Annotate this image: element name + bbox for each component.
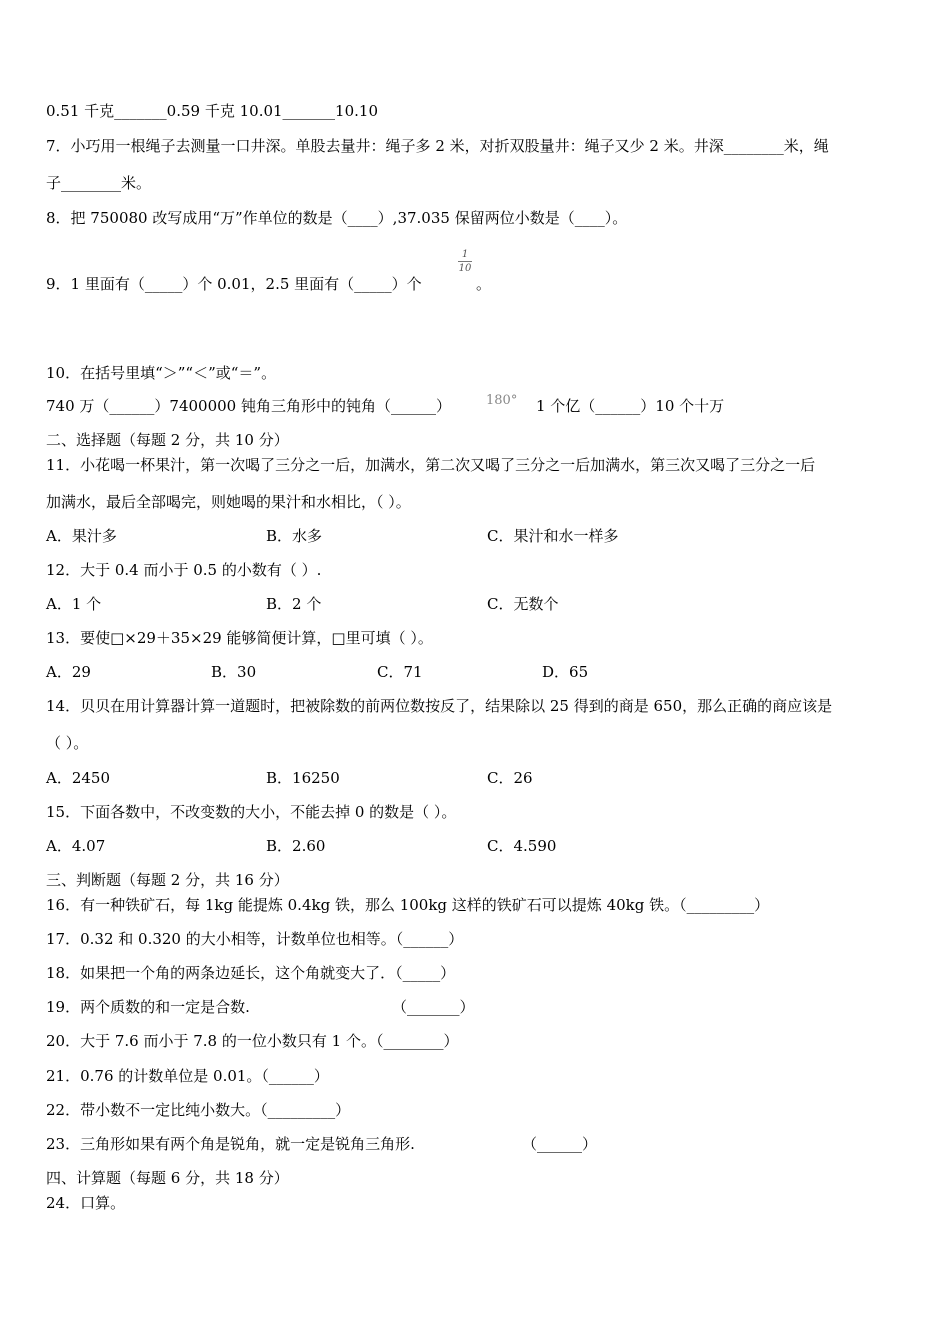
question-17: 17．0.32 和 0.320 的大小相等，计数单位也相等。（______） [46,930,464,948]
option-b[interactable]: B．2.60 [266,837,326,855]
question-11-line-2: 加满水，最后全部喝完，则她喝的果汁和水相比，（ ）。 [46,493,411,511]
question-10-item-3: 1 个亿（______）10 个十万 [536,397,725,415]
question-7-line-1: 7．小巧用一根绳子去测量一口井深。单股去量井：绳子多 2 米，对折双股量井：绳子又少 2 米。井深________米，绳 [46,137,829,155]
question-22: 22．带小数不一定比纯小数大。（_________） [46,1101,351,1119]
option-c[interactable]: C．4.590 [487,837,557,855]
compare-line-weights: 0.51 千克_______0.59 千克 10.01_______10.10 [46,102,378,120]
question-7-line-2: 子________米。 [46,174,152,192]
option-a[interactable]: A．2450 [46,769,111,787]
option-a[interactable]: A．4.07 [46,837,106,855]
fraction-denominator: 10 [458,263,472,274]
question-15: 15．下面各数中，不改变数的大小，不能去掉 0 的数是（ ）。 [46,803,457,821]
section-2-heading: 二、选择题（每题 2 分，共 10 分） [46,431,289,449]
option-b[interactable]: B．2 个 [266,595,322,613]
fraction-one-tenth [458,249,472,274]
question-23-blank[interactable]: （______） [522,1135,598,1153]
question-14-line-2: （ ）。 [46,734,89,752]
section-3-heading: 三、判断题（每题 2 分，共 16 分） [46,871,289,889]
option-b[interactable]: B．水多 [266,527,323,545]
option-c[interactable]: C．无数个 [487,595,559,613]
question-13: 13．要使□×29＋35×29 能够简便计算，□里可填（ ）。 [46,629,433,647]
question-14-line-1: 14．贝贝在用计算器计算一道题时，把被除数的前两位数按反了，结果除以 25 得到的商是 650，那么正确的商应该是 [46,697,833,715]
question-24: 24．口算。 [46,1194,126,1212]
option-d[interactable]: D．65 [542,663,589,681]
option-b[interactable]: B．30 [211,663,257,681]
question-19-text: 19．两个质数的和一定是合数. [46,998,250,1016]
option-c[interactable]: C．26 [487,769,533,787]
option-a[interactable]: A．29 [46,663,91,681]
option-b[interactable]: B．16250 [266,769,340,787]
question-16: 16．有一种铁矿石，每 1kg 能提炼 0.4kg 铁，那么 100kg 这样的铁矿石可以提炼 40kg 铁。（_________） [46,896,770,914]
section-4-heading: 四、计算题（每题 6 分，共 18 分） [46,1169,289,1187]
question-10-item-1: 740 万（______）7400000 钝角三角形中的钝角（______） [46,397,451,415]
question-19-blank[interactable]: （_______） [392,998,475,1016]
question-21: 21．0.76 的计数单位是 0.01。（______） [46,1067,329,1085]
question-10: 10．在括号里填“＞”“＜”或“＝”。 [46,364,277,382]
question-12: 12．大于 0.4 而小于 0.5 的小数有（ ）. [46,561,322,579]
option-c[interactable]: C．71 [377,663,423,681]
question-18: 18．如果把一个角的两条边延长，这个角就变大了．（_____） [46,964,456,982]
question-11-line-1: 11．小花喝一杯果汁，第一次喝了三分之一后，加满水，第二次又喝了三分之一后加满水，第三次又喝了三分之一后 [46,456,816,474]
question-20: 20．大于 7.6 而小于 7.8 的一位小数只有 1 个。（________） [46,1032,459,1050]
question-9-end: 。 [476,275,492,293]
option-c[interactable]: C．果汁和水一样多 [487,527,619,545]
question-23-text: 23．三角形如果有两个角是锐角，就一定是锐角三角形. [46,1135,415,1153]
degree-180: 180° [486,393,518,408]
question-19 [46,997,910,1017]
question-8: 8．把 750080 改写成用“万”作单位的数是（____）,37.035 保留两位小数是（____）。 [46,209,628,227]
option-a[interactable]: A．1 个 [46,595,102,613]
question-9-text: 9．1 里面有（_____）个 0.01，2.5 里面有（_____）个 [46,275,422,293]
question-23 [46,1134,910,1154]
fraction-numerator: 1 [461,249,469,260]
option-a[interactable]: A．果汁多 [46,527,117,545]
